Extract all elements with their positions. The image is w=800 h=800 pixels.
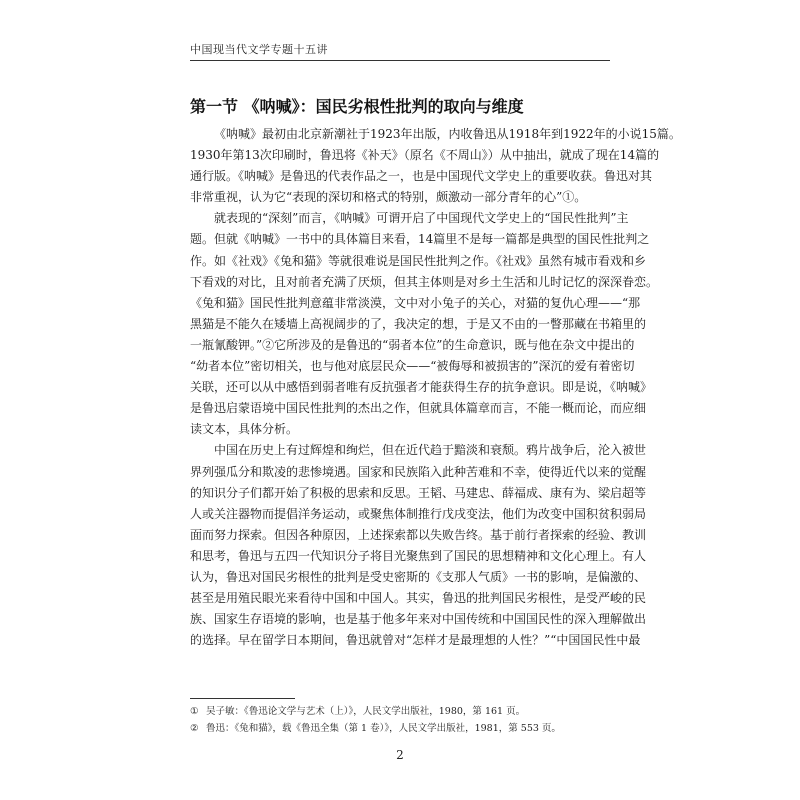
text-line: “幼者本位”密切相关，也与他对底层民众——“被侮辱和被损害的”深沉的爱有着密切 bbox=[190, 359, 635, 374]
header-rule bbox=[190, 60, 610, 61]
text-line: 一瓶氰酸钾。”②它所涉及的是鲁迅的“弱者本位”的生命意识，既与他在杂文中提出的 bbox=[190, 337, 635, 352]
text-line: 是鲁迅启蒙语境中国民性批判的杰出之作，但就具体篇章而言，不能一概而论，而应细 bbox=[190, 401, 647, 416]
footnote bbox=[190, 703, 610, 720]
text-line: 关联，还可以从中感悟到弱者唯有反抗强者才能获得生存的抗争意识。即是说，《呐喊》 bbox=[190, 380, 653, 395]
text-line: 族、国家生存语境的影响，也是基于他多年来对中国传统和中国国民性的深入理解做出 bbox=[190, 612, 647, 627]
footnote-mark: ① bbox=[190, 706, 199, 717]
text-line: 和思考，鲁迅与五四一代知识分子将目光聚焦到了国民的思想精神和文化心理上。有人 bbox=[190, 548, 647, 563]
footnote-rule bbox=[190, 698, 295, 699]
text-line: 1930年第13次印刷时，鲁迅将《补天》（原名《不周山》）从中抽出，就成了现在14篇的 bbox=[190, 148, 660, 163]
text-line: 认为，鲁迅对国民劣根性的批判是受史密斯的《支那人气质》一书的影响，是偏激的、 bbox=[190, 569, 647, 584]
body-text bbox=[190, 124, 681, 651]
footnote bbox=[190, 720, 610, 737]
paragraph bbox=[190, 440, 647, 651]
paragraph bbox=[190, 124, 681, 208]
text-line: 黑猫是不能久在矮墙上高视阔步的了，我决定的想，于是又不由的一瞥那藏在书箱里的 bbox=[190, 316, 647, 331]
text-line: 人或关注器物而提倡洋务运动，或聚焦体制推行戊戌变法，他们为改变中国积贫积弱局 bbox=[190, 506, 647, 521]
text-line: 甚至是用殖民眼光来看待中国和中国人。其实，鲁迅的批判国民劣根性，是受严峻的民 bbox=[190, 591, 647, 606]
section-title: 第一节 《呐喊》：国民劣根性批判的取向与维度 bbox=[190, 97, 524, 116]
footnote-mark: ② bbox=[190, 723, 199, 734]
text-line: 下看戏的对比，且对前者充满了厌烦，但其主体则是对乡土生活和儿时记忆的深深眷恋。 bbox=[190, 274, 659, 289]
text-line: 界列强瓜分和欺凌的悲惨境遇。国家和民族陷入此种苦难和不幸，使得近代以来的觉醒 bbox=[190, 464, 647, 479]
text-line: 作。如《社戏》《兔和猫》等就很难说是国民性批判之作。《社戏》虽然有城市看戏和乡 bbox=[190, 253, 647, 268]
text-line: 《呐喊》最初由北京新潮社于1923年出版，内收鲁迅从1918年到1922年的小说15篇。 bbox=[214, 127, 681, 141]
text-line: 非常重视，认为它“表现的深切和格式的特别，颇激动一部分青年的心”①。 bbox=[190, 190, 587, 205]
page-number: 2 bbox=[396, 748, 404, 762]
text-line: 的知识分子们都开始了积极的思索和反思。王韬、马建忠、薛福成、康有为、梁启超等 bbox=[190, 485, 647, 500]
text-line: 面而努力探索。但因各种原因，上述探索都以失败告终。基于前行者探索的经验、教训 bbox=[190, 527, 647, 542]
text-line: 题。但就《呐喊》一书中的具体篇目来看，14篇里不是每一篇都是典型的国民性批判之 bbox=[190, 232, 650, 247]
text-line: 通行版。《呐喊》是鲁迅的代表作品之一，也是中国现代文学史上的重要收获。鲁迅对其 bbox=[190, 169, 653, 184]
footnotes bbox=[190, 703, 610, 737]
footnote-text: 吴子敏：《鲁迅论文学与艺术（上）》，人民文学出版社，1980，第 161 页。 bbox=[206, 706, 526, 717]
paragraph bbox=[190, 208, 659, 440]
text-line: 的选择。早在留学日本期间，鲁迅就曾对“怎样才是最理想的人性？”“中国国民性中最 bbox=[190, 633, 641, 648]
text-line: 《兔和猫》国民性批判意蕴非常淡漠，文中对小兔子的关心，对猫的复仇心理——“那 bbox=[190, 295, 641, 310]
text-line: 就表现的“深刻”而言，《呐喊》可谓开启了中国现代文学史上的“国民性批判”主 bbox=[214, 211, 629, 226]
text-line: 中国在历史上有过辉煌和绚烂，但在近代趋于黯淡和衰颓。鸦片战争后，沦入被世 bbox=[214, 443, 647, 458]
text-line: 读文本，具体分析。 bbox=[190, 422, 299, 437]
footnote-text: 鲁迅：《兔和猫》，载《鲁迅全集（第 1 卷）》，人民文学出版社，1981，第 553 页。 bbox=[206, 723, 561, 734]
running-header: 中国现当代文学专题十五讲 bbox=[190, 43, 328, 56]
